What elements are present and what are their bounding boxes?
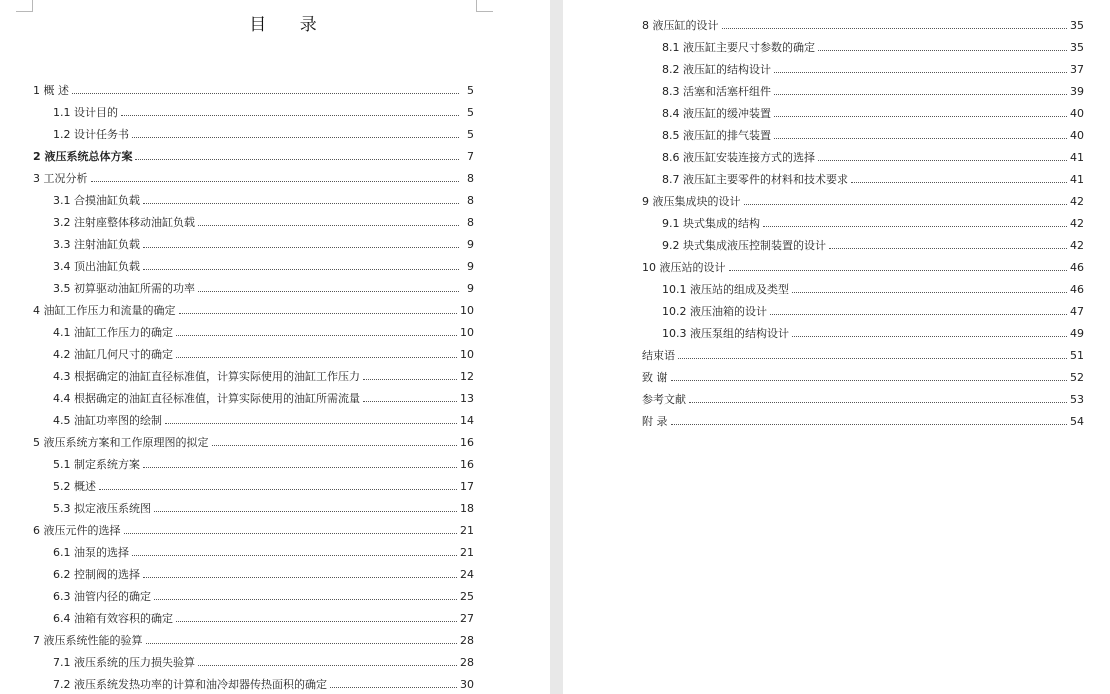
- toc-dot-leader: [363, 390, 457, 402]
- toc-entry-page-number: 41: [1070, 151, 1084, 164]
- toc-entry[interactable]: [53, 610, 474, 626]
- toc-entry[interactable]: [33, 170, 474, 186]
- toc-entry[interactable]: [33, 632, 474, 648]
- toc-dot-leader: [124, 522, 458, 534]
- toc-dot-leader: [135, 148, 459, 160]
- toc-entry-page-number: 37: [1070, 63, 1084, 76]
- toc-entry[interactable]: [662, 281, 1084, 297]
- toc-entry[interactable]: [662, 149, 1084, 165]
- toc-entry-label: 6.4 油箱有效容积的确定: [53, 612, 173, 625]
- toc-dot-leader: [99, 478, 457, 490]
- toc-entry[interactable]: [662, 105, 1084, 121]
- toc-entry-label: 8.5 液压缸的排气装置: [662, 129, 771, 142]
- toc-entry[interactable]: [662, 215, 1084, 231]
- toc-entry[interactable]: [642, 369, 1084, 385]
- toc-dot-leader: [774, 127, 1067, 139]
- toc-entry[interactable]: [53, 280, 474, 296]
- toc-entry-page-number: 16: [460, 436, 474, 449]
- toc-entry-page-number: 35: [1070, 41, 1084, 54]
- toc-entry-label: 7.2 液压系统发热功率的计算和油冷却器传热面积的确定: [53, 678, 327, 691]
- toc-entry-page-number: 8: [467, 216, 474, 229]
- toc-entry-page-number: 28: [460, 634, 474, 647]
- toc-entry[interactable]: [53, 588, 474, 604]
- toc-entry-page-number: 9: [467, 260, 474, 273]
- toc-entry-page-number: 42: [1070, 217, 1084, 230]
- toc-entry-label: 10.2 液压油箱的设计: [662, 305, 767, 318]
- toc-dot-leader: [121, 104, 459, 116]
- toc-entry-page-number: 42: [1070, 239, 1084, 252]
- toc-entry-label: 4.2 油缸几何尺寸的确定: [53, 348, 173, 361]
- toc-entry-label: 1 概 述: [33, 84, 69, 97]
- toc-entry[interactable]: [662, 325, 1084, 341]
- toc-entry[interactable]: [53, 544, 474, 560]
- toc-entry[interactable]: [53, 566, 474, 582]
- toc-entry[interactable]: [662, 127, 1084, 143]
- toc-entry[interactable]: [53, 258, 474, 274]
- toc-dot-leader: [176, 346, 457, 358]
- toc-entry-label: 5.1 制定系统方案: [53, 458, 140, 471]
- toc-dot-leader: [91, 170, 460, 182]
- toc-entry[interactable]: [53, 346, 474, 362]
- toc-entry[interactable]: [642, 391, 1084, 407]
- toc-entry-page-number: 9: [467, 282, 474, 295]
- toc-entry-page-number: 8: [467, 172, 474, 185]
- toc-entry-page-number: 12: [460, 370, 474, 383]
- toc-entry-page-number: 53: [1070, 393, 1084, 406]
- toc-entry-page-number: 21: [460, 546, 474, 559]
- toc-entry-page-number: 10: [460, 348, 474, 361]
- toc-dot-leader: [818, 149, 1067, 161]
- toc-entry-page-number: 39: [1070, 85, 1084, 98]
- toc-entry-label: 3.5 初算驱动油缸所需的功率: [53, 282, 195, 295]
- document-page-right: [563, 0, 1110, 694]
- toc-entry-label: 8.2 液压缸的结构设计: [662, 63, 771, 76]
- toc-dot-leader: [330, 676, 457, 688]
- toc-entry-page-number: 51: [1070, 349, 1084, 362]
- toc-entry-page-number: 8: [467, 194, 474, 207]
- toc-entry-label: 4.5 油缸功率图的绘制: [53, 414, 162, 427]
- toc-entry-label: 8.6 液压缸安装连接方式的选择: [662, 151, 815, 164]
- toc-dot-leader: [671, 413, 1068, 425]
- toc-dot-leader: [154, 500, 457, 512]
- toc-entry-label: 参考文献: [642, 393, 686, 406]
- toc-entry-label: 3.3 注射油缸负载: [53, 238, 140, 251]
- toc-entry[interactable]: [53, 368, 474, 384]
- toc-entry-page-number: 40: [1070, 129, 1084, 142]
- toc-entry-page-number: 46: [1070, 283, 1084, 296]
- toc-entry-page-number: 7: [467, 150, 474, 163]
- toc-dot-leader: [792, 325, 1067, 337]
- toc-dot-leader: [722, 17, 1068, 29]
- toc-entry[interactable]: [53, 500, 474, 516]
- toc-entry[interactable]: [642, 413, 1084, 429]
- toc-entry-label: 10 液压站的设计: [642, 261, 726, 274]
- toc-dot-leader: [165, 412, 457, 424]
- toc-entry[interactable]: [662, 39, 1084, 55]
- toc-dot-leader: [770, 303, 1067, 315]
- toc-entry-page-number: 13: [460, 392, 474, 405]
- toc-entry[interactable]: [662, 171, 1084, 187]
- toc-entry[interactable]: [662, 237, 1084, 253]
- toc-entry-page-number: 5: [467, 84, 474, 97]
- toc-entry-label: 10.1 液压站的组成及类型: [662, 283, 789, 296]
- toc-entry[interactable]: [53, 478, 474, 494]
- toc-entry[interactable]: [33, 522, 474, 538]
- toc-dot-leader: [763, 215, 1067, 227]
- toc-entry[interactable]: [53, 126, 474, 142]
- toc-entry[interactable]: [53, 456, 474, 472]
- toc-dot-leader: [744, 193, 1068, 205]
- toc-dot-leader: [72, 82, 459, 94]
- toc-entry-label: 8 液压缸的设计: [642, 19, 719, 32]
- toc-entry[interactable]: [53, 236, 474, 252]
- toc-entry-page-number: 40: [1070, 107, 1084, 120]
- toc-entry-label: 附 录: [642, 415, 668, 428]
- toc-entry[interactable]: [33, 82, 474, 98]
- toc-entry[interactable]: [662, 83, 1084, 99]
- toc-entry-page-number: 10: [460, 326, 474, 339]
- toc-entry-page-number: 49: [1070, 327, 1084, 340]
- toc-entry[interactable]: [642, 259, 1084, 275]
- document-page-left: [0, 0, 550, 694]
- toc-dot-leader: [198, 654, 457, 666]
- toc-entry-label: 7.1 液压系统的压力损失验算: [53, 656, 195, 669]
- toc-entry-label: 9.1 块式集成的结构: [662, 217, 760, 230]
- toc-entry-page-number: 35: [1070, 19, 1084, 32]
- toc-entry-label: 1.1 设计目的: [53, 106, 118, 119]
- toc-dot-leader: [176, 610, 457, 622]
- toc-dot-leader: [179, 302, 458, 314]
- toc-entry[interactable]: [662, 61, 1084, 77]
- toc-entry[interactable]: [53, 676, 474, 692]
- toc-dot-leader: [774, 61, 1067, 73]
- toc-dot-leader: [132, 544, 457, 556]
- toc-entry-page-number: 30: [460, 678, 474, 691]
- toc-entry[interactable]: [53, 390, 474, 406]
- toc-entry[interactable]: [33, 302, 474, 318]
- toc-entry-page-number: 17: [460, 480, 474, 493]
- toc-dot-leader: [143, 236, 459, 248]
- toc-dot-leader: [829, 237, 1067, 249]
- toc-entry-label: 5.2 概述: [53, 480, 96, 493]
- toc-dot-leader: [176, 324, 457, 336]
- toc-entry-label: 8.1 液压缸主要尺寸参数的确定: [662, 41, 815, 54]
- toc-entry[interactable]: [53, 654, 474, 670]
- toc-entry-page-number: 42: [1070, 195, 1084, 208]
- toc-dot-leader: [774, 105, 1067, 117]
- toc-entry-label: 8.4 液压缸的缓冲装置: [662, 107, 771, 120]
- toc-dot-leader: [198, 214, 459, 226]
- toc-dot-leader: [212, 434, 458, 446]
- toc-entry-page-number: 10: [460, 304, 474, 317]
- toc-entry-label: 5.3 拟定液压系统图: [53, 502, 151, 515]
- toc-entry-page-number: 27: [460, 612, 474, 625]
- toc-entry-label: 9.2 块式集成液压控制装置的设计: [662, 239, 826, 252]
- toc-entry-page-number: 28: [460, 656, 474, 669]
- toc-entry-page-number: 14: [460, 414, 474, 427]
- toc-entry-page-number: 9: [467, 238, 474, 251]
- toc-entry[interactable]: [642, 193, 1084, 209]
- toc-entry-label: 8.7 液压缸主要零件的材料和技术要求: [662, 173, 848, 186]
- toc-entry-page-number: 52: [1070, 371, 1084, 384]
- toc-dot-leader: [818, 39, 1067, 51]
- toc-dot-leader: [143, 258, 459, 270]
- toc-entry-label: 6.3 油管内径的确定: [53, 590, 151, 603]
- toc-dot-leader: [774, 83, 1067, 95]
- toc-entry-label: 4.4 根据确定的油缸直径标准值，计算实际使用的油缸所需流量: [53, 392, 360, 405]
- toc-entry-label: 2 液压系统总体方案: [33, 150, 133, 163]
- toc-entry-page-number: 18: [460, 502, 474, 515]
- toc-entry[interactable]: [53, 324, 474, 340]
- toc-entry-page-number: 5: [467, 128, 474, 141]
- toc-entry-label: 6.1 油泵的选择: [53, 546, 129, 559]
- toc-entry[interactable]: [642, 347, 1084, 363]
- toc-dot-leader: [132, 126, 459, 138]
- toc-entry-label: 3.4 顶出油缸负载: [53, 260, 140, 273]
- toc-entry-label: 4.3 根据确定的油缸直径标准值，计算实际使用的油缸工作压力: [53, 370, 360, 383]
- toc-entry-label: 6 液压元件的选择: [33, 524, 121, 537]
- toc-dot-leader: [671, 369, 1068, 381]
- toc-entry-label: 致 谢: [642, 371, 668, 384]
- toc-dot-leader: [143, 192, 459, 204]
- toc-entry-page-number: 54: [1070, 415, 1084, 428]
- toc-dot-leader: [143, 456, 457, 468]
- toc-entry-label: 3.2 注射座整体移动油缸负载: [53, 216, 195, 229]
- toc-entry-label: 10.3 液压泵组的结构设计: [662, 327, 789, 340]
- toc-entry-label: 3 工况分析: [33, 172, 88, 185]
- toc-entry-page-number: 41: [1070, 173, 1084, 186]
- toc-entry-label: 1.2 设计任务书: [53, 128, 129, 141]
- toc-dot-leader: [689, 391, 1067, 403]
- toc-entry-page-number: 46: [1070, 261, 1084, 274]
- toc-entry-label: 5 液压系统方案和工作原理图的拟定: [33, 436, 209, 449]
- toc-entry-label: 7 液压系统性能的验算: [33, 634, 143, 647]
- page-title: 目 录: [249, 15, 331, 35]
- toc-entry[interactable]: [33, 148, 474, 164]
- toc-dot-leader: [729, 259, 1068, 271]
- toc-entry-page-number: 21: [460, 524, 474, 537]
- toc-dot-leader: [678, 347, 1067, 359]
- toc-entry-page-number: 24: [460, 568, 474, 581]
- toc-entry-label: 9 液压集成块的设计: [642, 195, 741, 208]
- toc-dot-leader: [851, 171, 1067, 183]
- toc-dot-leader: [154, 588, 457, 600]
- toc-dot-leader: [146, 632, 458, 644]
- toc-entry[interactable]: [53, 192, 474, 208]
- toc-dot-leader: [198, 280, 459, 292]
- toc-entry-page-number: 16: [460, 458, 474, 471]
- toc-entry-page-number: 25: [460, 590, 474, 603]
- toc-entry[interactable]: [33, 434, 474, 450]
- toc-entry-label: 结束语: [642, 349, 675, 362]
- toc-dot-leader: [792, 281, 1067, 293]
- toc-entry-label: 3.1 合摸油缸负载: [53, 194, 140, 207]
- toc-entry-label: 4 油缸工作压力和流量的确定: [33, 304, 176, 317]
- toc-entry-page-number: 47: [1070, 305, 1084, 318]
- toc-entry-page-number: 5: [467, 106, 474, 119]
- toc-entry[interactable]: [53, 412, 474, 428]
- toc-entry[interactable]: [53, 104, 474, 120]
- toc-entry-label: 8.3 活塞和活塞杆组件: [662, 85, 771, 98]
- toc-entry-label: 6.2 控制阀的选择: [53, 568, 140, 581]
- toc-entry-label: 4.1 油缸工作压力的确定: [53, 326, 173, 339]
- toc-entry[interactable]: [642, 17, 1084, 33]
- toc-dot-leader: [363, 368, 457, 380]
- toc-dot-leader: [143, 566, 457, 578]
- toc-entry[interactable]: [662, 303, 1084, 319]
- toc-entry[interactable]: [53, 214, 474, 230]
